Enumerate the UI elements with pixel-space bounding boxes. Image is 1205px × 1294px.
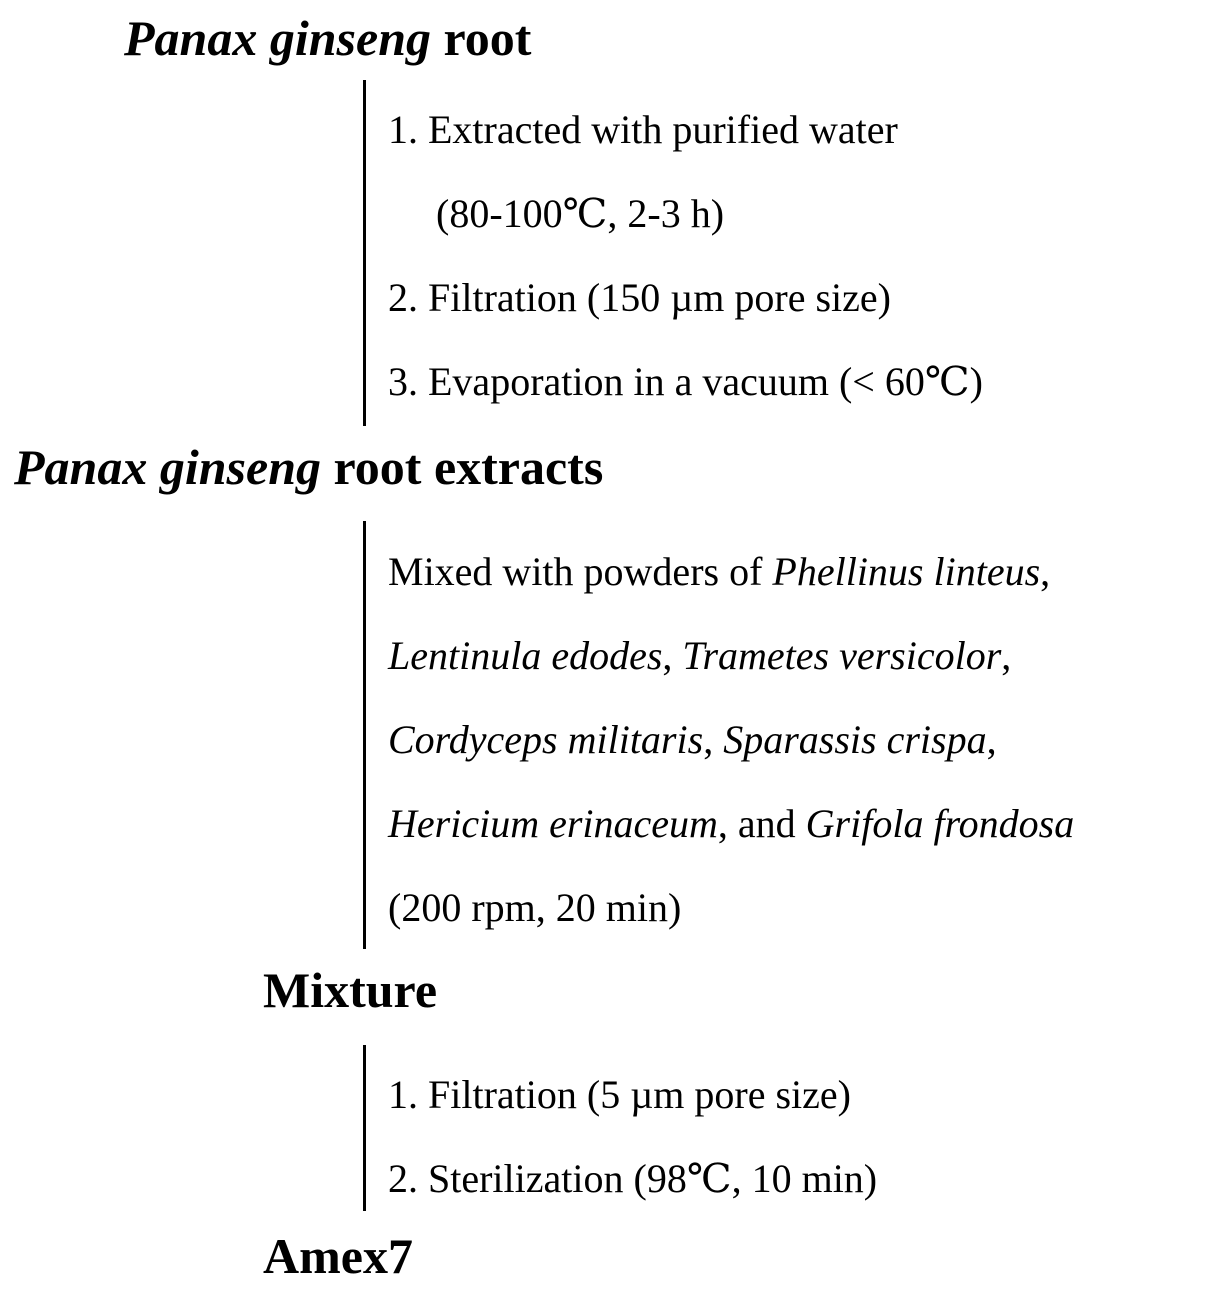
- and-separator: , and: [717, 801, 806, 846]
- step-evaporation: 3. Evaporation in a vacuum (< 60℃): [388, 359, 983, 404]
- connector-line-1: [363, 80, 366, 426]
- species-trametes-versicolor: Trametes versicolor: [682, 633, 1002, 678]
- node-start-rest: root: [431, 10, 532, 66]
- comma-separator: ,: [986, 717, 997, 762]
- node-extract-italic: Panax ginseng: [14, 439, 322, 495]
- step-extraction: 1. Extracted with purified water: [388, 107, 898, 152]
- step-sterilization: 2. Sterilization (98℃, 10 min): [388, 1156, 878, 1201]
- species-lentinula-edodes: Lentinula edodes: [388, 633, 663, 678]
- mixing-intro: Mixed with powders of: [388, 549, 773, 594]
- species-phellinus-linteus: Phellinus linteus: [772, 549, 1041, 594]
- comma-separator: ,: [703, 717, 714, 762]
- step-mixing-line-3: [388, 716, 997, 764]
- step-extraction-conditions: (80-100℃, 2-3 h): [436, 191, 725, 236]
- node-mixture: Mixture: [263, 962, 438, 1018]
- comma-separator: ,: [662, 633, 673, 678]
- species-hericium-erinaceum: Hericium erinaceum: [388, 801, 718, 846]
- species-grifola-frondosa: Grifola frondosa: [805, 801, 1075, 846]
- comma-separator: ,: [1040, 549, 1051, 594]
- node-extract-rest: root extracts: [321, 439, 604, 495]
- step-mixing-line-1: [388, 548, 1050, 596]
- node-panax-ginseng-root-extracts: [14, 437, 603, 497]
- step-filtration-150: 2. Filtration (150 µm pore size): [388, 275, 891, 320]
- node-panax-ginseng-root: [124, 8, 531, 68]
- step-filtration-5: 1. Filtration (5 µm pore size): [388, 1072, 851, 1117]
- connector-line-3: [363, 1045, 366, 1211]
- node-start-italic: Panax ginseng: [124, 10, 432, 66]
- step-mixing-line-4: [388, 800, 1074, 848]
- step-mixing-line-2: [388, 632, 1011, 680]
- step-mixing-conditions: (200 rpm, 20 min): [388, 885, 682, 930]
- species-sparassis-crispa: Sparassis crispa: [723, 717, 987, 762]
- comma-separator: ,: [1001, 633, 1012, 678]
- connector-line-2: [363, 521, 366, 949]
- species-cordyceps-militaris: Cordyceps militaris: [388, 717, 704, 762]
- node-amex7: Amex7: [263, 1228, 413, 1284]
